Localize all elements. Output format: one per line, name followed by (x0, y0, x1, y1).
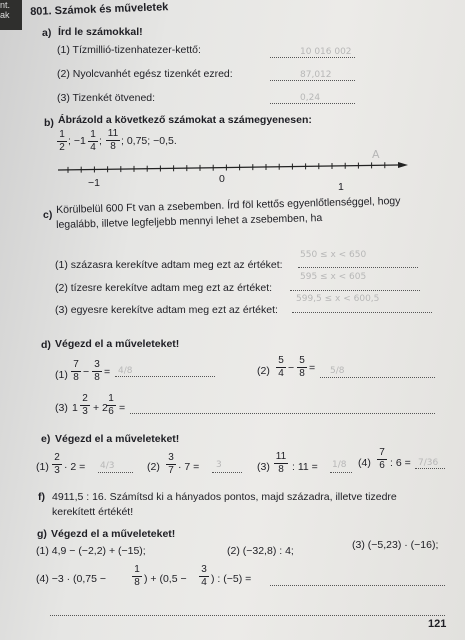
part-c-item-1: (1) százasra kerekítve adtam meg ezt az értéket: (55, 259, 283, 271)
operator: − (288, 362, 295, 374)
operator: − (83, 366, 90, 378)
answer-line (292, 312, 432, 313)
part-d-instruction: Végezd el a műveleteket! (55, 338, 180, 350)
expression: (4) −3 · (0,75 − (36, 573, 107, 585)
part-c-item-2: (2) tízesre kerekítve adtam meg ezt az értéket: (55, 282, 273, 294)
part-c-line-1: Körülbelül 600 Ft van a zsebemben. Írd föl kettős egyenlőtlenséggel, hogy (56, 194, 401, 216)
pencil-answer: 599,5 ≤ x < 600,5 (296, 294, 380, 304)
answer-line (270, 80, 355, 81)
answer-line (330, 472, 352, 473)
answer-line (290, 290, 420, 291)
corner-line-1: nt. (0, 0, 11, 10)
answer-line (298, 267, 418, 268)
fraction: 1 6 (106, 394, 116, 417)
number-list: ; −1 (68, 135, 86, 147)
corner-text (0, 0, 10, 20)
number-list: ; 0,75; −0,5. (121, 135, 177, 147)
fraction: 1 8 (132, 565, 142, 588)
fraction: 3 7 (166, 453, 176, 476)
mixed-whole: + 2 (93, 402, 108, 414)
answer-line (98, 472, 133, 473)
fraction: 5 4 (276, 356, 286, 379)
fraction: 1 2 (57, 130, 67, 153)
fraction: 2 3 (80, 394, 90, 417)
part-d-label: d) (41, 339, 51, 351)
fraction: 11 8 (107, 128, 119, 152)
answer-line (415, 468, 445, 469)
expression: · 7 = (178, 461, 200, 473)
expression: ) + (0,5 − (144, 573, 187, 585)
part-g-label: g) (37, 528, 47, 540)
part-a-item-1: (1) Tízmillió-tizenhatezer-kettő: (57, 44, 201, 56)
equals: = (104, 366, 111, 378)
pencil-answer: 0,24 (300, 93, 321, 103)
answer-line (130, 413, 435, 414)
answer-line (115, 376, 215, 377)
expression: ) : (−5) = (211, 573, 252, 585)
part-c-label: c) (43, 209, 53, 221)
corner-line-2: ak (0, 10, 10, 20)
answer-line (270, 585, 445, 586)
fraction: 1 4 (88, 130, 98, 153)
fraction: 11 8 (275, 451, 287, 475)
pencil-answer: 4/3 (100, 461, 115, 471)
fraction: 5 8 (297, 356, 307, 379)
part-g-item-1: (1) 4,9 − (−2,2) + (−15); (36, 545, 146, 557)
pencil-answer: 1/8 (332, 460, 347, 470)
pencil-answer: 550 ≤ x < 650 (300, 250, 367, 260)
part-b-label: b) (44, 117, 54, 129)
fraction: 7 6 (377, 448, 387, 471)
fraction: 7 8 (71, 360, 81, 383)
part-a-item-2: (2) Nyolcvanhét egész tizenkét ezred: (57, 68, 233, 80)
part-a-item-3: (3) Tizenkét ötvened: (57, 92, 156, 104)
fraction: 3 4 (199, 565, 209, 588)
fraction: 3 8 (92, 360, 102, 383)
part-g-item-2: (2) (−32,8) : 4; (227, 545, 294, 557)
exercise-title: 801. Számok és műveletek (30, 1, 169, 18)
number-line (58, 160, 408, 190)
part-c-line-2: legalább, illetve legfeljebb mennyi lehet a zsebemben, ha (56, 212, 323, 231)
item-index: (1) (55, 369, 68, 381)
number-line-axis (58, 165, 398, 170)
tick-label: 1 (338, 181, 344, 193)
answer-line (212, 472, 242, 473)
equals: = (119, 402, 126, 414)
part-a-label: a) (42, 27, 52, 39)
part-g-item-3: (3) (−5,23) · (−16); (352, 539, 439, 551)
pencil-answer: 595 ≤ x < 605 (300, 272, 367, 282)
expression: : 6 = (390, 457, 411, 469)
part-c-item-3: (3) egyesre kerekítve adtam meg ezt az értéket: (55, 304, 278, 316)
separator: ; (99, 135, 102, 147)
item-index: (2) (147, 461, 160, 473)
item-index: (4) (358, 457, 371, 469)
pencil-answer: 10 016 002 (300, 47, 352, 57)
pencil-answer: 7/36 (418, 458, 439, 468)
fraction: 2 3 (52, 453, 62, 476)
expression: · 2 = (64, 461, 86, 473)
item-index: (1) (36, 461, 49, 473)
tick-label: −1 (88, 177, 100, 189)
mixed-whole: 1 (72, 402, 78, 414)
pencil-answer: 5/8 (330, 366, 345, 376)
pencil-mark: A (372, 148, 380, 161)
equals: = (309, 362, 316, 374)
pencil-answer: 3 (216, 460, 222, 470)
answer-line (50, 615, 445, 616)
part-a-instruction: Írd le számokkal! (58, 26, 143, 38)
part-g-instruction: Végezd el a műveleteket! (51, 528, 176, 540)
answer-line (270, 103, 355, 104)
pencil-answer: 4/8 (118, 366, 133, 376)
answer-line (320, 377, 435, 378)
part-e-instruction: Végezd el a műveleteket! (55, 433, 180, 445)
part-f-line-2: kerekített értékét! (52, 506, 134, 518)
part-b-instruction: Ábrázold a következő számokat a számegyenesen: (58, 114, 312, 126)
arrow-head-icon (398, 162, 408, 168)
expression: : 11 = (292, 461, 318, 473)
item-index: (2) (257, 365, 270, 377)
page-number: 121 (428, 618, 447, 630)
part-f-label: f) (38, 491, 45, 503)
item-index: (3) (257, 461, 270, 473)
pencil-answer: 87,012 (300, 70, 332, 80)
item-index: (3) (55, 402, 68, 414)
answer-line (270, 57, 355, 58)
part-e-label: e) (41, 433, 51, 445)
part-f-line-1: 4911,5 : 16. Számítsd ki a hányados pontos, majd századra, illetve tizedre (52, 491, 397, 503)
tick-label: 0 (219, 173, 225, 185)
